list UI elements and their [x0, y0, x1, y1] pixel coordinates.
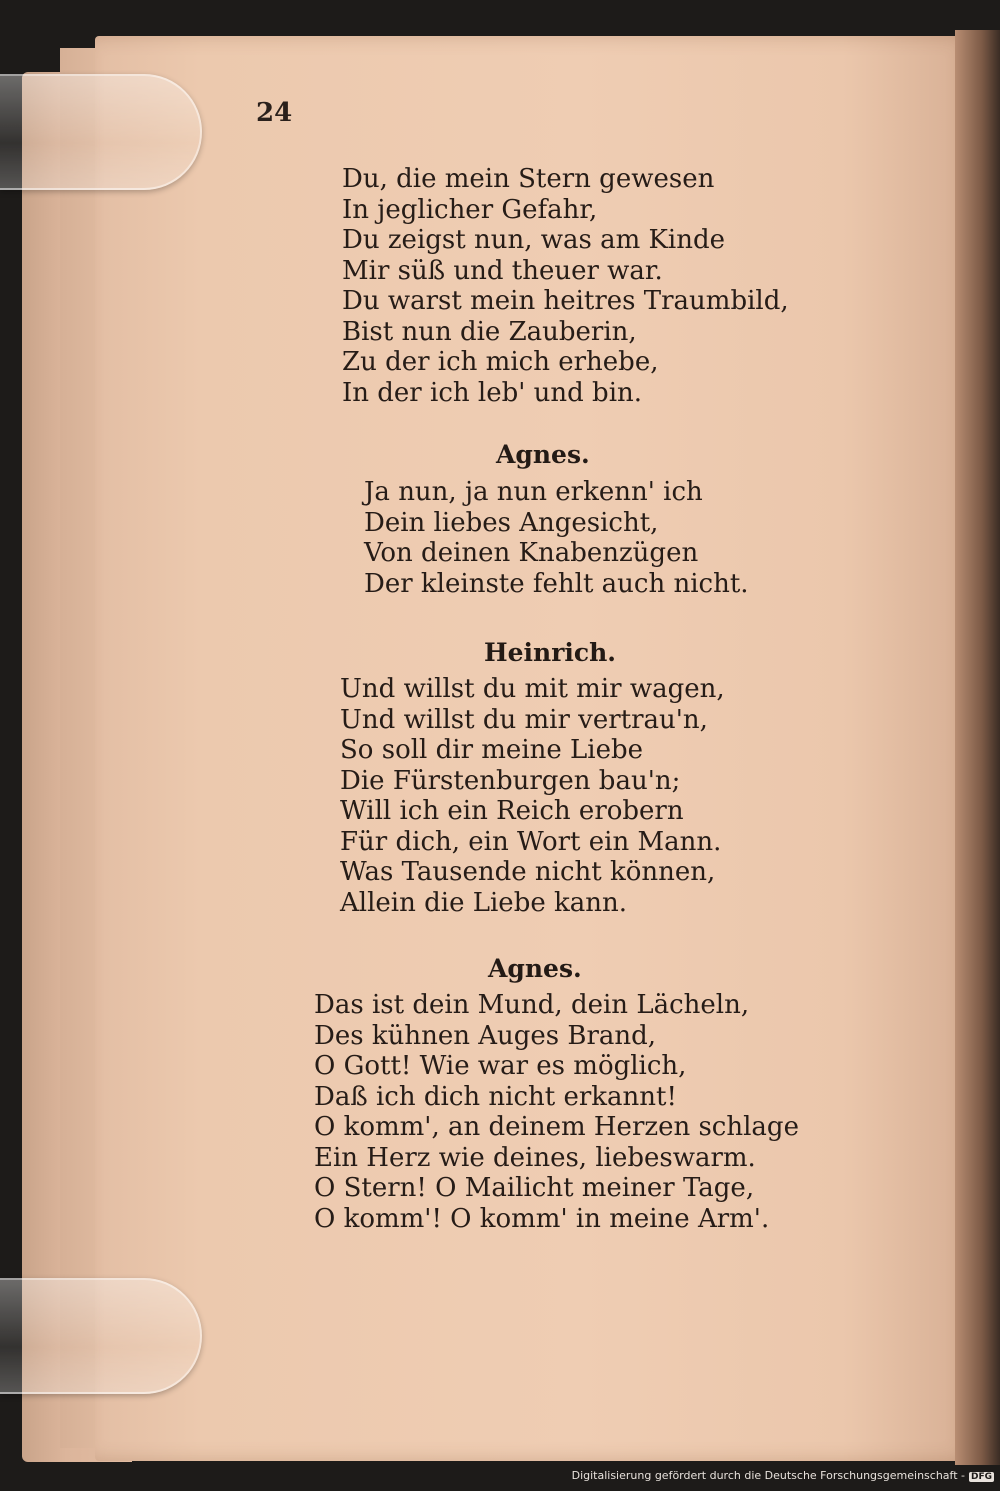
- verse-line: In jeglicher Gefahr,: [342, 194, 598, 225]
- speaker-heading: Heinrich.: [484, 638, 616, 667]
- stanza-2: [364, 477, 749, 599]
- verse-line: Das ist dein Mund, dein Lächeln,: [314, 990, 750, 1020]
- verse-line: Und willst du mir vertrau'n,: [340, 704, 708, 735]
- verse-line: Ja nun, ja nun erkenn' ich: [364, 477, 703, 507]
- verse-line: O Stern! O Mailicht meiner Tage,: [314, 1173, 755, 1203]
- dfg-logo: DFG: [970, 1472, 992, 1482]
- verse-line: Dein liebes Angesicht,: [364, 507, 659, 538]
- verse-line: Bist nun die Zauberin,: [342, 316, 637, 347]
- credit-text: Digitalisierung gefördert durch die Deutsche Forschungsgemeinschaft -: [571, 1469, 965, 1482]
- glass-clip-bottom: [0, 1278, 202, 1394]
- speaker-heading: Agnes.: [496, 440, 590, 469]
- verse-line: So soll dir meine Liebe: [340, 735, 644, 765]
- speaker-heading: Agnes.: [488, 954, 582, 983]
- page-number: 24: [256, 98, 293, 128]
- verse-line: In der ich leb' und bin.: [342, 377, 643, 408]
- verse-line: Der kleinste fehlt auch nicht.: [364, 568, 749, 599]
- stanza-3: [340, 674, 725, 918]
- verse-line: Will ich ein Reich erobern: [340, 796, 684, 826]
- verse-line: O komm', an deinem Herzen schlage: [314, 1112, 799, 1142]
- verse-line: Ein Herz wie deines, liebeswarm.: [314, 1142, 756, 1173]
- book-gutter: [955, 30, 1000, 1465]
- verse-line: Die Fürstenburgen bau'n;: [340, 765, 681, 796]
- verse-line: O Gott! Wie war es möglich,: [314, 1051, 687, 1081]
- verse-line: Für dich, ein Wort ein Mann.: [340, 826, 722, 857]
- verse-line: O komm'! O komm' in meine Arm'.: [314, 1203, 770, 1234]
- verse-line: Zu der ich mich erhebe,: [342, 347, 659, 377]
- verse-line: Du zeigst nun, was am Kinde: [342, 225, 726, 255]
- verse-line: Des kühnen Auges Brand,: [314, 1020, 657, 1051]
- verse-line: Was Tausende nicht können,: [340, 857, 716, 887]
- stanza-4: [314, 990, 799, 1234]
- stanza-1: [342, 164, 789, 408]
- verse-line: Du warst mein heitres Traumbild,: [342, 286, 789, 316]
- verse-line: Daß ich dich nicht erkannt!: [314, 1081, 677, 1112]
- verse-line: Allein die Liebe kann.: [340, 887, 628, 918]
- verse-line: Und willst du mit mir wagen,: [340, 674, 725, 704]
- verse-line: Mir süß und theuer war.: [342, 255, 663, 286]
- verse-line: Von deinen Knabenzügen: [364, 538, 699, 568]
- glass-clip-top: [0, 74, 202, 190]
- verse-line: Du, die mein Stern gewesen: [342, 164, 715, 194]
- digitization-credit: [572, 1469, 994, 1482]
